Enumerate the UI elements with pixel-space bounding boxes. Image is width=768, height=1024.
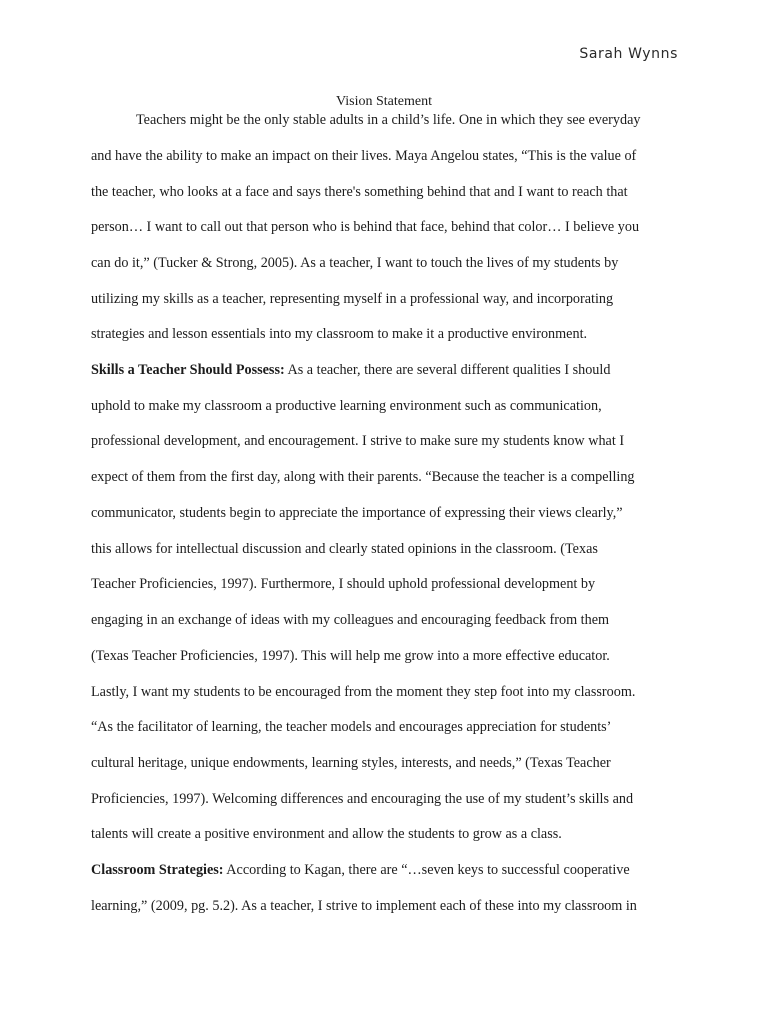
document-title: Vision Statement xyxy=(336,94,432,109)
section-line-skills xyxy=(91,361,610,379)
paragraph-line: “As the facilitator of learning, the teacher models and encourages appreciation for students’ xyxy=(91,719,612,735)
paragraph-line: and have the ability to make an impact on their lives. Maya Angelou states, “This is the value of xyxy=(91,148,637,164)
author-name: Sarah Wynns xyxy=(579,46,678,62)
paragraph-line: the teacher, who looks at a face and says there's something behind that and I want to reach that xyxy=(91,184,628,200)
paragraph-line: cultural heritage, unique endowments, learning styles, interests, and needs,” (Texas Teacher xyxy=(91,755,611,771)
paragraph-text: As a teacher, there are several different qualities I should xyxy=(287,362,611,378)
paragraph-line: communicator, students begin to appreciate the importance of expressing their views clearly,” xyxy=(91,505,623,521)
paragraph-line: Lastly, I want my students to be encouraged from the moment they step foot into my classroom. xyxy=(91,684,636,700)
paragraph-line: engaging in an exchange of ideas with my colleagues and encouraging feedback from them xyxy=(91,612,610,628)
paragraph-line: uphold to make my classroom a productive learning environment such as communication, xyxy=(91,398,602,414)
paragraph-line: utilizing my skills as a teacher, representing myself in a professional way, and incorporating xyxy=(91,291,614,307)
paragraph-line: can do it,” (Tucker & Strong, 2005). As a teacher, I want to touch the lives of my students by xyxy=(91,255,619,271)
paragraph-line: Teachers might be the only stable adults in a child’s life. One in which they see everyday xyxy=(136,112,641,128)
paragraph-line: learning,” (2009, pg. 5.2). As a teacher, I strive to implement each of these into my classroom in xyxy=(91,898,637,914)
paragraph-line: talents will create a positive environment and allow the students to grow as a class. xyxy=(91,826,562,842)
paragraph-line: this allows for intellectual discussion and clearly stated opinions in the classroom. (Texas xyxy=(91,541,598,557)
paragraph-line: expect of them from the first day, along with their parents. “Because the teacher is a compelling xyxy=(91,469,635,485)
paragraph-text: According to Kagan, there are “…seven keys to successful cooperative xyxy=(226,862,630,878)
section-heading-strategies: Classroom Strategies: xyxy=(91,862,224,878)
paragraph-line: person… I want to call out that person who is behind that face, behind that color… I believe you xyxy=(91,219,640,235)
paragraph-line: Proficiencies, 1997). Welcoming differences and encouraging the use of my student’s skills and xyxy=(91,791,634,807)
section-heading-skills: Skills a Teacher Should Possess: xyxy=(91,362,285,378)
paragraph-line: strategies and lesson essentials into my classroom to make it a productive environment. xyxy=(91,326,588,342)
paragraph-line: Teacher Proficiencies, 1997). Furthermore, I should uphold professional development by xyxy=(91,576,596,592)
paragraph-line: professional development, and encouragement. I strive to make sure my students know what I xyxy=(91,433,625,449)
section-line-strategies xyxy=(91,861,630,879)
paragraph-line: (Texas Teacher Proficiencies, 1997). This will help me grow into a more effective educator. xyxy=(91,648,610,664)
